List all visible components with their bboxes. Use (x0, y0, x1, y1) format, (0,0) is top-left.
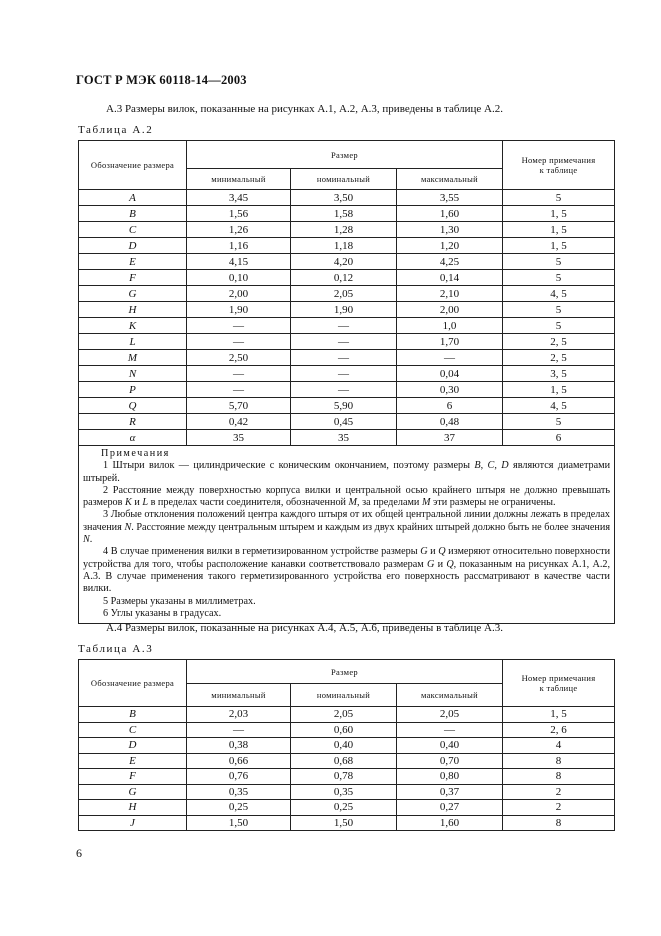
dimension-symbol: C (79, 222, 187, 238)
table-row (79, 334, 615, 350)
table-cell: 1,60 (397, 815, 503, 831)
table-row (79, 286, 615, 302)
table-cell: 5 (503, 414, 615, 430)
table-row (79, 238, 615, 254)
table-cell: 0,40 (397, 738, 503, 754)
table-cell: 0,45 (291, 414, 397, 430)
table-cell: 1,28 (291, 222, 397, 238)
table-cell: 4, 5 (503, 286, 615, 302)
table-cell: 4,20 (291, 254, 397, 270)
table-cell: 2,03 (187, 707, 291, 723)
table-cell: 5 (503, 302, 615, 318)
dimension-symbol: R (79, 414, 187, 430)
table-cell: 1,30 (397, 222, 503, 238)
table-cell: 1, 5 (503, 206, 615, 222)
table-cell: 0,66 (187, 753, 291, 769)
table-a2-notes (79, 446, 615, 624)
header-note-line2: к таблице (539, 683, 578, 693)
table-cell: — (291, 334, 397, 350)
table-row (79, 366, 615, 382)
table-cell: 35 (187, 430, 291, 446)
table-cell: 5,70 (187, 398, 291, 414)
table-cell: 1,60 (397, 206, 503, 222)
table-a2 (78, 140, 615, 624)
table-cell: 35 (291, 430, 397, 446)
table-cell: 0,60 (291, 722, 397, 738)
header-designation: Обозначение размера (79, 660, 187, 707)
note-3: 3 Любые отклонения положений центра каждого штыря от их общей центральной линии должны лежать в пределах значения N. Расстояние между центральным штырем и каждым из двух крайних штырей должно быть не более значения N. (83, 509, 611, 546)
notes-title: Примечания (101, 448, 170, 459)
table-row (79, 738, 615, 754)
section-a3-text: А.3 Размеры вилок, показанные на рисунках А.1, А.2, А.3, приведены в таблице А.2. (106, 103, 503, 115)
table-a2-body (79, 190, 615, 446)
header-note-number (503, 660, 615, 707)
table-cell: — (187, 334, 291, 350)
table-row (79, 784, 615, 800)
table-cell: — (187, 366, 291, 382)
table-cell: 1,50 (187, 815, 291, 831)
dimension-symbol: B (79, 206, 187, 222)
dimension-symbol: K (79, 318, 187, 334)
header-note-line2: к таблице (539, 165, 578, 175)
table-cell: 8 (503, 815, 615, 831)
table-cell: 0,76 (187, 769, 291, 785)
table-cell: 5 (503, 270, 615, 286)
table-cell: 1,58 (291, 206, 397, 222)
table-cell: 6 (397, 398, 503, 414)
document-header: ГОСТ Р МЭК 60118-14—2003 (76, 73, 247, 87)
table-cell: 1, 5 (503, 222, 615, 238)
table-cell: 5 (503, 254, 615, 270)
dimension-symbol: A (79, 190, 187, 206)
table-cell: — (291, 382, 397, 398)
table-row (79, 753, 615, 769)
table-cell: 0,80 (397, 769, 503, 785)
table-cell: 2, 5 (503, 334, 615, 350)
table-cell: 2, 5 (503, 350, 615, 366)
dimension-symbol: α (79, 430, 187, 446)
table-cell: 0,42 (187, 414, 291, 430)
dimension-symbol: P (79, 382, 187, 398)
table-row (79, 318, 615, 334)
table-cell: 3,50 (291, 190, 397, 206)
table-cell: — (291, 350, 397, 366)
table-cell: 2,10 (397, 286, 503, 302)
table-cell: 2 (503, 784, 615, 800)
dimension-symbol: N (79, 366, 187, 382)
header-max: максимальный (397, 169, 503, 190)
table-cell: 1,0 (397, 318, 503, 334)
table-row (79, 254, 615, 270)
note-1: 1 Штыри вилок — цилиндрические с коническим окончанием, поэтому размеры B, C, D являются диаметрами штырей. (83, 460, 611, 484)
dimension-symbol: F (79, 270, 187, 286)
table-cell: 2,05 (397, 707, 503, 723)
header-nom: номинальный (291, 169, 397, 190)
table-cell: 0,35 (187, 784, 291, 800)
table-cell: 4,15 (187, 254, 291, 270)
header-note-number (503, 141, 615, 190)
table-cell: 0,78 (291, 769, 397, 785)
table-cell: 37 (397, 430, 503, 446)
header-size: Размер (187, 660, 503, 684)
table-cell: 0,12 (291, 270, 397, 286)
table-row (79, 350, 615, 366)
table-cell: 2,00 (187, 286, 291, 302)
table-cell: 0,27 (397, 800, 503, 816)
table-row (79, 302, 615, 318)
table-cell: 3, 5 (503, 366, 615, 382)
table-cell: 0,14 (397, 270, 503, 286)
table-cell: 0,04 (397, 366, 503, 382)
table-row (79, 707, 615, 723)
table-cell: 3,45 (187, 190, 291, 206)
header-note-line1: Номер примечания (521, 673, 596, 683)
dimension-symbol: E (79, 753, 187, 769)
table-cell: 5 (503, 318, 615, 334)
header-size: Размер (187, 141, 503, 169)
section-a4-text: А.4 Размеры вилок, показанные на рисунках А.4, А.5, А.6, приведены в таблице А.3. (106, 622, 503, 634)
dimension-symbol: D (79, 738, 187, 754)
table-cell: 1,90 (291, 302, 397, 318)
dimension-symbol: C (79, 722, 187, 738)
table-cell: 2, 6 (503, 722, 615, 738)
table-cell: 1,90 (187, 302, 291, 318)
table-cell: 0,37 (397, 784, 503, 800)
header-min: минимальный (187, 684, 291, 707)
table-cell: 5,90 (291, 398, 397, 414)
table-row (79, 206, 615, 222)
table-a2-caption: Таблица А.2 (78, 124, 154, 136)
table-cell: 1,20 (397, 238, 503, 254)
table-row (79, 430, 615, 446)
table-cell: 1,26 (187, 222, 291, 238)
table-cell: 0,68 (291, 753, 397, 769)
note-2: 2 Расстояние между поверхностью корпуса вилки и центральной осью крайнего штыря не должно превышать размеров K и L в пределах части соединителя, обозначенной M, за пределами M эти размеры не ограничены. (83, 484, 611, 509)
table-cell: 2,05 (291, 707, 397, 723)
table-cell: — (291, 366, 397, 382)
table-cell: 1,70 (397, 334, 503, 350)
table-cell: 2,50 (187, 350, 291, 366)
table-cell: 1,50 (291, 815, 397, 831)
table-cell: 1,56 (187, 206, 291, 222)
table-cell: 0,40 (291, 738, 397, 754)
table-cell: 1, 5 (503, 707, 615, 723)
table-cell: 1, 5 (503, 238, 615, 254)
header-nom: номинальный (291, 684, 397, 707)
table-cell: 2 (503, 800, 615, 816)
dimension-symbol: G (79, 784, 187, 800)
table-row (79, 190, 615, 206)
table-cell: 8 (503, 769, 615, 785)
table-row (79, 270, 615, 286)
table-cell: 1,18 (291, 238, 397, 254)
dimension-symbol: L (79, 334, 187, 350)
table-row (79, 222, 615, 238)
dimension-symbol: B (79, 707, 187, 723)
table-row (79, 382, 615, 398)
table-cell: 0,70 (397, 753, 503, 769)
dimension-symbol: H (79, 800, 187, 816)
table-cell: — (397, 350, 503, 366)
dimension-symbol: M (79, 350, 187, 366)
table-cell: 2,00 (397, 302, 503, 318)
dimension-symbol: E (79, 254, 187, 270)
table-cell: 0,25 (291, 800, 397, 816)
dimension-symbol: J (79, 815, 187, 831)
table-a3 (78, 659, 615, 831)
table-cell: — (397, 722, 503, 738)
header-designation: Обозначение размера (79, 141, 187, 190)
table-cell: 4 (503, 738, 615, 754)
dimension-symbol: Q (79, 398, 187, 414)
note-5: 5 Размеры указаны в миллиметрах. (103, 595, 256, 607)
table-a3-caption: Таблица А.3 (78, 643, 154, 655)
table-cell: 1,16 (187, 238, 291, 254)
table-cell: 2,05 (291, 286, 397, 302)
table-row (79, 800, 615, 816)
table-cell: — (187, 382, 291, 398)
table-cell: — (187, 318, 291, 334)
note-4: 4 В случае применения вилки в герметизированном устройстве размеры G и Q измеряют относительно поверхности устройства для того, чтобы расположение канавки соответствовало размерам G и Q, показанным на рисунках А.1, А.2, А.3. В случае применения такого герметизированного устройства его поверхность рассматривают в качестве части вилки. (83, 546, 611, 595)
dimension-symbol: H (79, 302, 187, 318)
table-cell: 6 (503, 430, 615, 446)
table-cell: 0,35 (291, 784, 397, 800)
table-row (79, 769, 615, 785)
table-cell: 4,25 (397, 254, 503, 270)
header-max: максимальный (397, 684, 503, 707)
table-row (79, 398, 615, 414)
table-row (79, 815, 615, 831)
table-cell: 0,48 (397, 414, 503, 430)
table-row (79, 414, 615, 430)
table-cell: — (187, 722, 291, 738)
table-cell: 0,10 (187, 270, 291, 286)
table-cell: 1, 5 (503, 382, 615, 398)
dimension-symbol: G (79, 286, 187, 302)
dimension-symbol: D (79, 238, 187, 254)
dimension-symbol: F (79, 769, 187, 785)
page-number: 6 (76, 846, 82, 860)
header-note-line1: Номер примечания (521, 155, 596, 165)
table-cell: 0,30 (397, 382, 503, 398)
table-cell: — (291, 318, 397, 334)
table-cell: 8 (503, 753, 615, 769)
table-row (79, 722, 615, 738)
table-a3-body (79, 707, 615, 831)
table-cell: 0,25 (187, 800, 291, 816)
header-min: минимальный (187, 169, 291, 190)
table-cell: 4, 5 (503, 398, 615, 414)
table-cell: 5 (503, 190, 615, 206)
table-cell: 0,38 (187, 738, 291, 754)
table-cell: 3,55 (397, 190, 503, 206)
note-6: 6 Углы указаны в градусах. (103, 607, 222, 619)
